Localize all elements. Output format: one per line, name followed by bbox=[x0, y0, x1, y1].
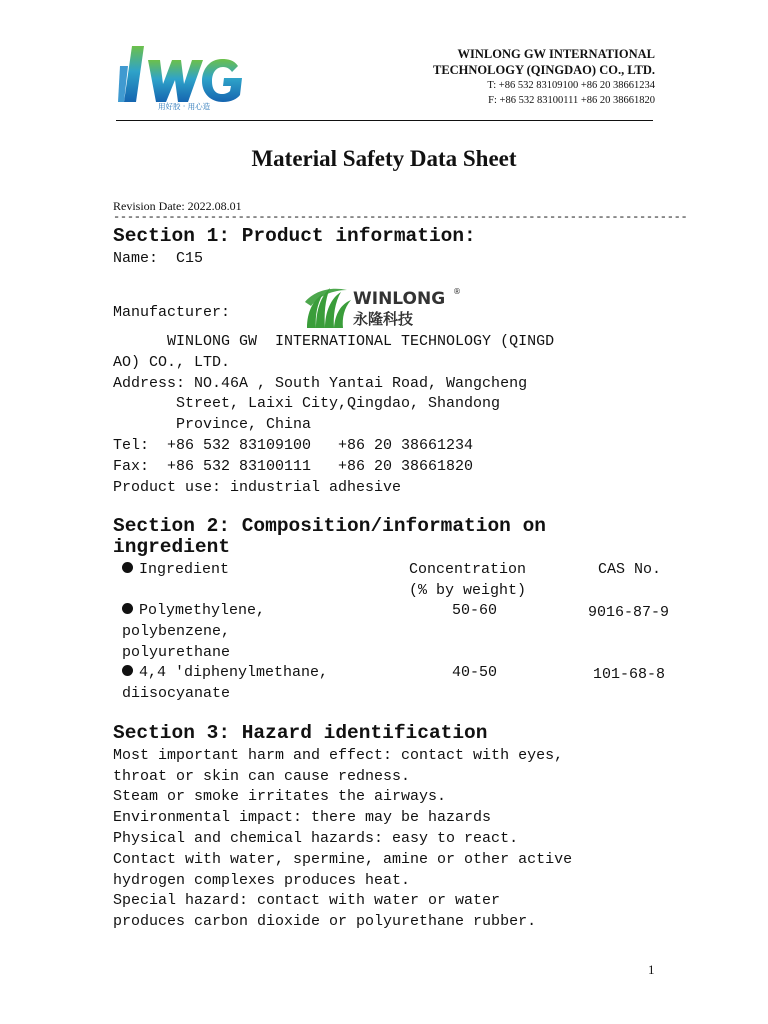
manufacturer-name-line2: AO) CO., LTD. bbox=[113, 354, 231, 371]
revision-date: Revision Date: 2022.08.01 bbox=[113, 199, 242, 213]
hazard-line-6: Contact with water, spermine, amine or other active bbox=[113, 851, 573, 868]
company-header bbox=[433, 46, 655, 108]
col-header-concentration-line1: Concentration bbox=[409, 561, 527, 578]
section3-heading: Section 3: Hazard identification bbox=[113, 722, 488, 744]
section2-heading-line2: ingredient bbox=[113, 536, 231, 558]
logo-slogan: 用好胶 · 用心造 bbox=[158, 102, 211, 110]
winlong-brand-text: WINLONG bbox=[353, 289, 446, 309]
product-name: Name: C15 bbox=[113, 250, 204, 267]
col-header-ingredient: Ingredient bbox=[122, 560, 229, 581]
table-row-1-name-line2: polybenzene, bbox=[122, 623, 231, 640]
table-row-1-cas: 9016-87-9 bbox=[588, 604, 670, 621]
page-number: 1 bbox=[648, 962, 655, 977]
hazard-line-8: Special hazard: contact with water or water bbox=[113, 892, 501, 909]
table-row-1-name-line1: Polymethylene, bbox=[122, 601, 265, 622]
bullet-icon bbox=[122, 562, 133, 573]
winlong-logo bbox=[303, 282, 463, 332]
company-name-line2: TECHNOLOGY (QINGDAO) CO., LTD. bbox=[432, 63, 655, 77]
registered-mark: ® bbox=[453, 287, 461, 296]
product-use: Product use: industrial adhesive bbox=[113, 479, 402, 496]
manufacturer-fax: Fax: +86 532 83100111 +86 20 38661820 bbox=[113, 458, 474, 475]
hazard-line-5: Physical and chemical hazards: easy to react. bbox=[113, 830, 519, 847]
section1-heading: Section 1: Product information: bbox=[113, 225, 476, 247]
col-header-concentration-line2: (% by weight) bbox=[409, 582, 527, 599]
hazard-line-1: Most important harm and effect: contact with eyes, bbox=[113, 747, 564, 764]
table-row-2-cas: 101-68-8 bbox=[593, 666, 666, 683]
hazard-line-2: throat or skin can cause redness. bbox=[113, 768, 411, 785]
table-row-1-name-line3: polyurethane bbox=[122, 644, 231, 661]
table-row-2-name-line2: diisocyanate bbox=[122, 685, 231, 702]
bullet-icon bbox=[122, 665, 133, 676]
hazard-line-4: Environmental impact: there may be hazards bbox=[113, 809, 492, 826]
hazard-line-7: hydrogen complexes produces heat. bbox=[113, 872, 411, 889]
address-line2: Street, Laixi City,Qingdao, Shandong bbox=[113, 395, 501, 412]
bullet-icon bbox=[122, 603, 133, 614]
dashed-separator: ----------------------------------------------------------------------------------- bbox=[113, 210, 688, 224]
col-header-cas: CAS No. bbox=[598, 561, 662, 578]
table-row-2-concentration: 40-50 bbox=[452, 664, 498, 681]
table-row-2-name-line1: 4,4 'diphenylmethane, bbox=[122, 663, 328, 684]
hazard-line-9: produces carbon dioxide or polyurethane rubber. bbox=[113, 913, 537, 930]
manufacturer-tel: Tel: +86 532 83109100 +86 20 38661234 bbox=[113, 437, 474, 454]
section2-heading-line1: Section 2: Composition/information on bbox=[113, 515, 546, 537]
company-name-line1: WINLONG GW INTERNATIONAL bbox=[457, 47, 655, 61]
winlong-cn-text: 永隆科技 bbox=[353, 310, 414, 328]
manufacturer-label: Manufacturer: bbox=[113, 304, 231, 321]
manufacturer-name-line1: WINLONG GW INTERNATIONAL TECHNOLOGY (QINGD bbox=[113, 333, 555, 350]
header-fax: F: +86 532 83100111 +86 20 38661820 bbox=[488, 95, 655, 106]
iwg-logo bbox=[118, 44, 258, 110]
document-title: Material Safety Data Sheet bbox=[251, 146, 517, 171]
address-line1: Address: NO.46A , South Yantai Road, Wangcheng bbox=[113, 375, 528, 392]
address-line3: Province, China bbox=[113, 416, 312, 433]
header-tel: T: +86 532 83109100 +86 20 38661234 bbox=[487, 80, 655, 91]
table-row-1-concentration: 50-60 bbox=[452, 602, 498, 619]
hazard-line-3: Steam or smoke irritates the airways. bbox=[113, 788, 447, 805]
header-divider bbox=[116, 120, 653, 121]
